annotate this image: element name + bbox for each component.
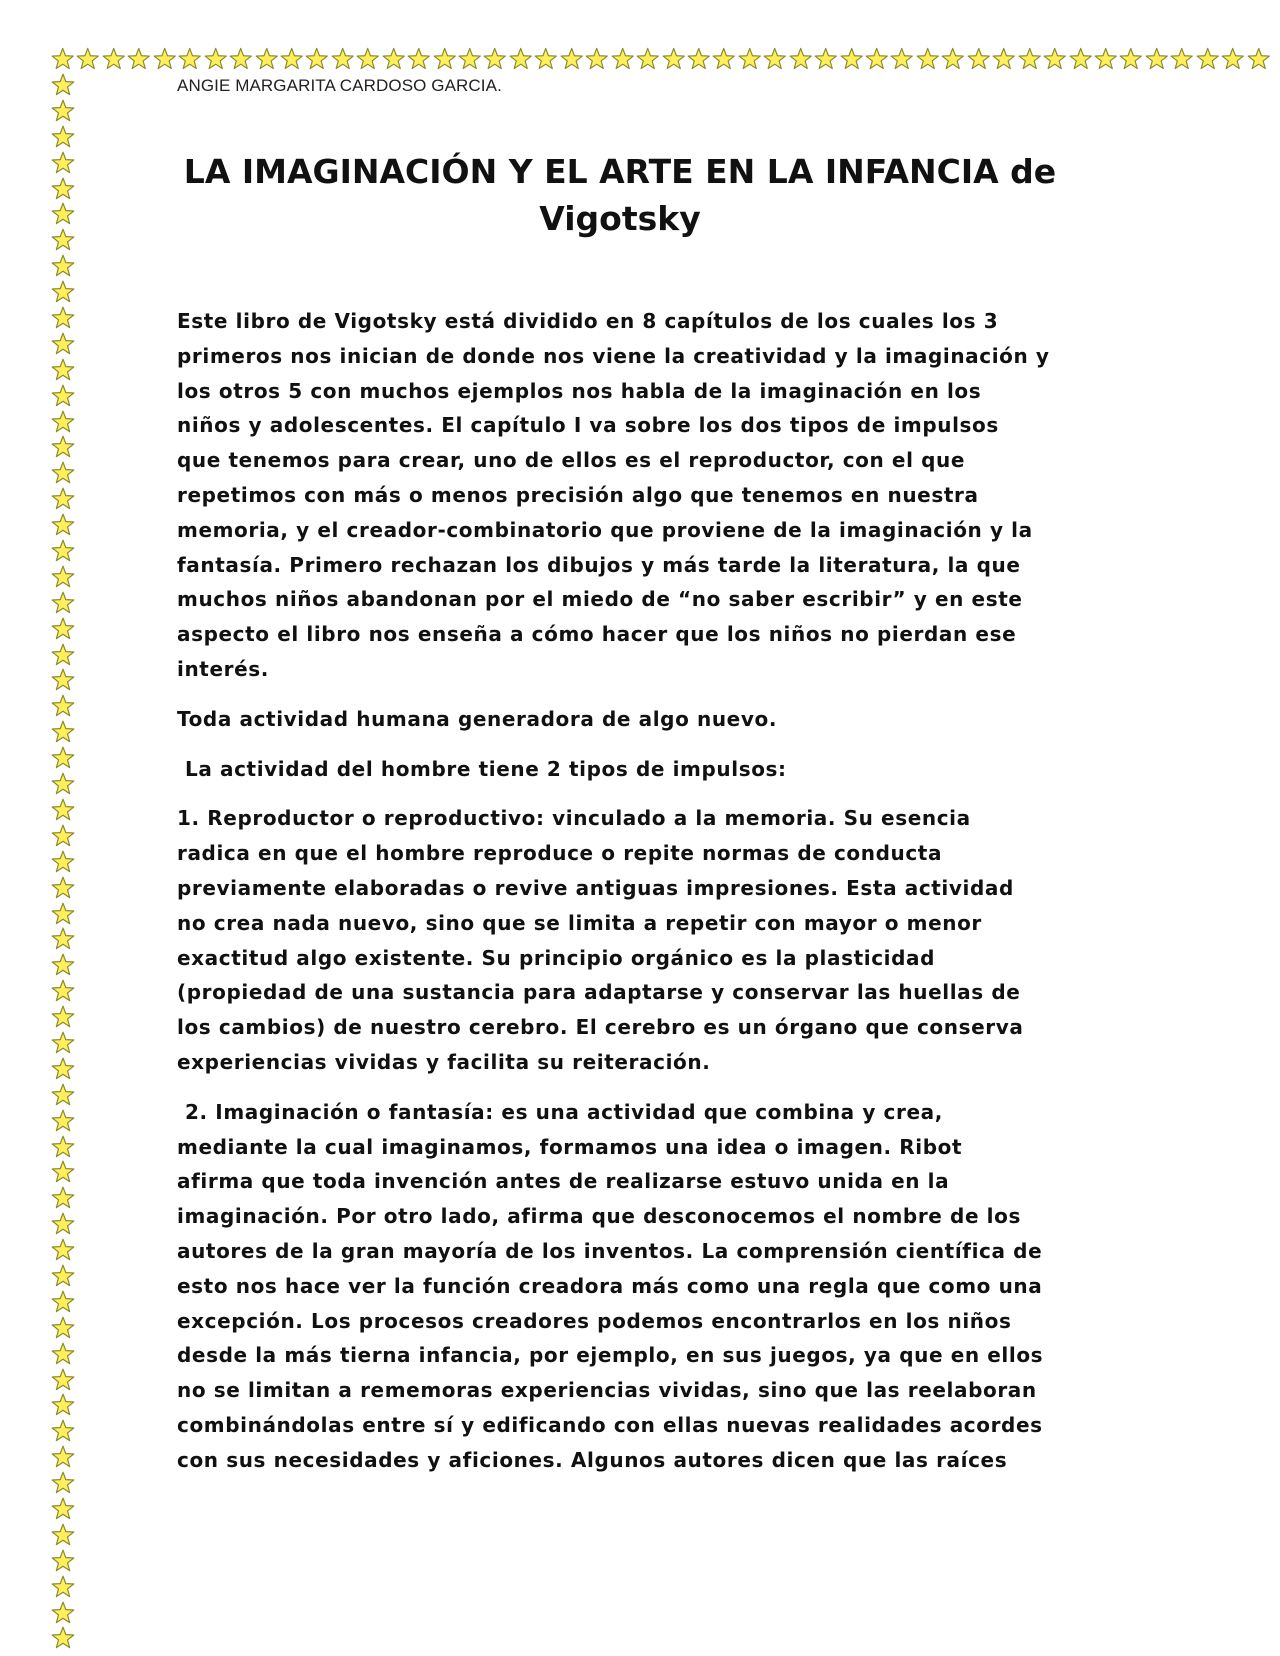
text-line: experiencias vividas y facilita su reiteración. — [177, 1049, 711, 1074]
text-line: los cambios) de nuestro cerebro. El cerebro es un órgano que conserva — [177, 1015, 1024, 1040]
star-icon — [50, 201, 76, 227]
star-icon — [50, 952, 76, 978]
star-icon — [50, 538, 76, 564]
star-icon — [50, 1470, 76, 1496]
star-icon — [50, 486, 76, 512]
star-icon — [991, 46, 1016, 72]
star-icon — [50, 253, 76, 279]
star-icon — [50, 1496, 76, 1522]
text-line: Este libro de Vigotsky está dividido en 8 capítulos de los cuales los 3 — [177, 309, 999, 333]
star-icon — [1246, 46, 1271, 72]
star-icon — [50, 1522, 76, 1548]
star-icon — [50, 1341, 76, 1367]
star-icon — [50, 512, 76, 538]
text-line: autores de la gran mayoría de los inventos. La comprensión científica de — [177, 1238, 1043, 1263]
text-line: afirma que toda invención antes de realizarse estuvo unida en la — [177, 1169, 950, 1194]
title-line-1: LA IMAGINACIÓN Y EL ARTE EN LA INFANCIA de — [183, 152, 1057, 191]
star-icon — [686, 46, 711, 72]
star-icon — [1042, 46, 1067, 72]
star-icon — [432, 46, 457, 72]
star-icon — [50, 1082, 76, 1108]
text-line: fantasía. Primero rechazan los dibujos y más tarde la literatura, la que — [177, 552, 1021, 577]
star-icon — [50, 227, 76, 253]
text-line: imaginación. Por otro lado, afirma que desconocemos el nombre de los — [177, 1204, 1021, 1229]
star-icon — [788, 46, 813, 72]
star-icon — [152, 46, 177, 72]
star-icon — [50, 1574, 76, 1600]
star-icon — [50, 1367, 76, 1393]
paragraph-imaginacion — [177, 1095, 1107, 1478]
text-line: Toda actividad humana generadora de algo nuevo. — [177, 706, 778, 731]
document-body — [177, 304, 1107, 1493]
star-icon — [304, 46, 329, 72]
star-icon — [50, 875, 76, 901]
star-icon — [1118, 46, 1143, 72]
star-icon — [50, 383, 76, 409]
star-icon — [50, 590, 76, 616]
star-icon — [50, 667, 76, 693]
star-icon — [75, 46, 100, 72]
text-line: radica en que el hombre reproduce o repite normas de conducta — [177, 841, 943, 866]
star-icon — [559, 46, 584, 72]
text-line: los otros 5 con muchos ejemplos nos habla de la imaginación en los — [177, 378, 982, 403]
star-icon — [584, 46, 609, 72]
star-icon — [50, 1056, 76, 1082]
star-icon — [1144, 46, 1169, 72]
star-icon — [177, 46, 202, 72]
paragraph-intro — [177, 304, 1107, 687]
star-icon — [50, 1548, 76, 1574]
star-icon — [50, 1444, 76, 1470]
star-icon — [355, 46, 380, 72]
text-line: (propiedad de una sustancia para adaptarse y conservar las huellas de — [177, 980, 1021, 1005]
star-icon — [457, 46, 482, 72]
star-icon — [1220, 46, 1245, 72]
star-icon — [279, 46, 304, 72]
author-name: ANGIE MARGARITA CARDOSO GARCIA. — [177, 76, 502, 95]
star-icon — [50, 1392, 76, 1418]
star-icon — [50, 1185, 76, 1211]
star-icon — [508, 46, 533, 72]
text-line: desde la más tierna infancia, por ejemplo, en sus juegos, ya que en ellos — [177, 1343, 1044, 1368]
text-line: mediante la cual imaginamos, formamos una idea o imagen. Ribot — [177, 1134, 963, 1159]
star-border-top — [50, 46, 1272, 74]
text-line: primeros nos inician de donde nos viene la creatividad y la imaginación y — [177, 343, 1050, 368]
text-line: aspecto el libro nos enseña a cómo hacer que los niños no pierdan ese — [177, 622, 1017, 647]
star-icon — [50, 434, 76, 460]
paragraph-impulses-heading — [177, 752, 1107, 787]
star-icon — [50, 72, 76, 98]
star-icon — [482, 46, 507, 72]
star-icon — [1017, 46, 1042, 72]
star-icon — [50, 460, 76, 486]
text-line: esto nos hace ver la función creadora más como una regla que como una — [177, 1273, 1043, 1298]
star-icon — [50, 176, 76, 202]
text-line: con sus necesidades y aficiones. Algunos autores dicen que las raíces — [177, 1447, 1008, 1472]
star-icon — [50, 978, 76, 1004]
star-icon — [1169, 46, 1194, 72]
text-line: memoria, y el creador-combinatorio que proviene de la imaginación y la — [177, 517, 1033, 542]
text-line: niños y adolescentes. El capítulo I va sobre los dos tipos de impulsos — [177, 413, 999, 438]
star-icon — [50, 719, 76, 745]
star-icon — [966, 46, 991, 72]
star-icon — [50, 1315, 76, 1341]
text-line: interés. — [177, 656, 269, 681]
title-line-2: Vigotsky — [539, 199, 701, 238]
star-icon — [915, 46, 940, 72]
star-icon — [50, 1004, 76, 1030]
star-icon — [50, 305, 76, 331]
star-icon — [889, 46, 914, 72]
star-icon — [50, 1211, 76, 1237]
star-icon — [50, 1289, 76, 1315]
star-icon — [50, 771, 76, 797]
text-line: no crea nada nuevo, sino que se limita a repetir con mayor o menor — [177, 910, 982, 935]
star-border-left — [50, 72, 76, 1656]
star-icon — [126, 46, 151, 72]
text-line: previamente elaboradas o revive antiguas impresiones. Esta actividad — [177, 875, 1014, 900]
star-icon — [50, 331, 76, 357]
star-icon — [940, 46, 965, 72]
star-icon — [1093, 46, 1118, 72]
star-icon — [50, 1263, 76, 1289]
text-line: repetimos con más o menos precisión algo que tenemos en nuestra — [177, 482, 979, 507]
star-icon — [1195, 46, 1220, 72]
star-icon — [737, 46, 762, 72]
star-icon — [50, 1108, 76, 1134]
star-icon — [381, 46, 406, 72]
star-icon — [228, 46, 253, 72]
star-icon — [50, 357, 76, 383]
star-icon — [50, 1237, 76, 1263]
star-icon — [50, 124, 76, 150]
star-icon — [50, 46, 75, 72]
star-icon — [50, 409, 76, 435]
paragraph-summary — [177, 702, 1107, 737]
star-icon — [50, 849, 76, 875]
star-icon — [635, 46, 660, 72]
star-icon — [50, 1030, 76, 1056]
star-icon — [330, 46, 355, 72]
text-line: excepción. Los procesos creadores podemos encontrarlos en los niños — [177, 1308, 1012, 1333]
text-line: que tenemos para crear, uno de ellos es el reproductor, con el que — [177, 448, 966, 473]
star-icon — [50, 98, 76, 124]
star-icon — [50, 823, 76, 849]
star-icon — [533, 46, 558, 72]
star-icon — [50, 926, 76, 952]
text-line: muchos niños abandonan por el miedo de “no saber escribir” y en este — [177, 587, 1023, 612]
text-line: no se limitan a rememoras experiencias vividas, sino que las reelaboran — [177, 1378, 1037, 1403]
text-line: 1. Reproductor o reproductivo: vinculado a la memoria. Su esencia — [177, 806, 971, 831]
star-icon — [50, 616, 76, 642]
star-icon — [661, 46, 686, 72]
star-icon — [50, 1159, 76, 1185]
paragraph-reproductor — [177, 801, 1107, 1079]
document-title — [150, 148, 1090, 242]
star-icon — [50, 1418, 76, 1444]
star-icon — [50, 693, 76, 719]
star-icon — [50, 1134, 76, 1160]
star-icon — [406, 46, 431, 72]
star-icon — [50, 901, 76, 927]
text-line: 2. Imaginación o fantasía: es una actividad que combina y crea, — [185, 1099, 943, 1124]
star-icon — [50, 279, 76, 305]
star-icon — [50, 797, 76, 823]
star-icon — [50, 642, 76, 668]
star-icon — [203, 46, 228, 72]
star-icon — [50, 564, 76, 590]
text-line: La actividad del hombre tiene 2 tipos de impulsos: — [185, 756, 787, 781]
star-icon — [864, 46, 889, 72]
star-icon — [813, 46, 838, 72]
star-icon — [254, 46, 279, 72]
text-line: combinándolas entre sí y edificando con ellas nuevas realidades acordes — [177, 1412, 1043, 1437]
star-icon — [50, 1600, 76, 1626]
star-icon — [762, 46, 787, 72]
star-icon — [839, 46, 864, 72]
star-icon — [101, 46, 126, 72]
star-icon — [50, 745, 76, 771]
star-icon — [610, 46, 635, 72]
star-icon — [711, 46, 736, 72]
star-icon — [50, 1625, 76, 1651]
star-icon — [50, 150, 76, 176]
text-line: exactitud algo existente. Su principio orgánico es la plasticidad — [177, 945, 936, 970]
star-icon — [1068, 46, 1093, 72]
